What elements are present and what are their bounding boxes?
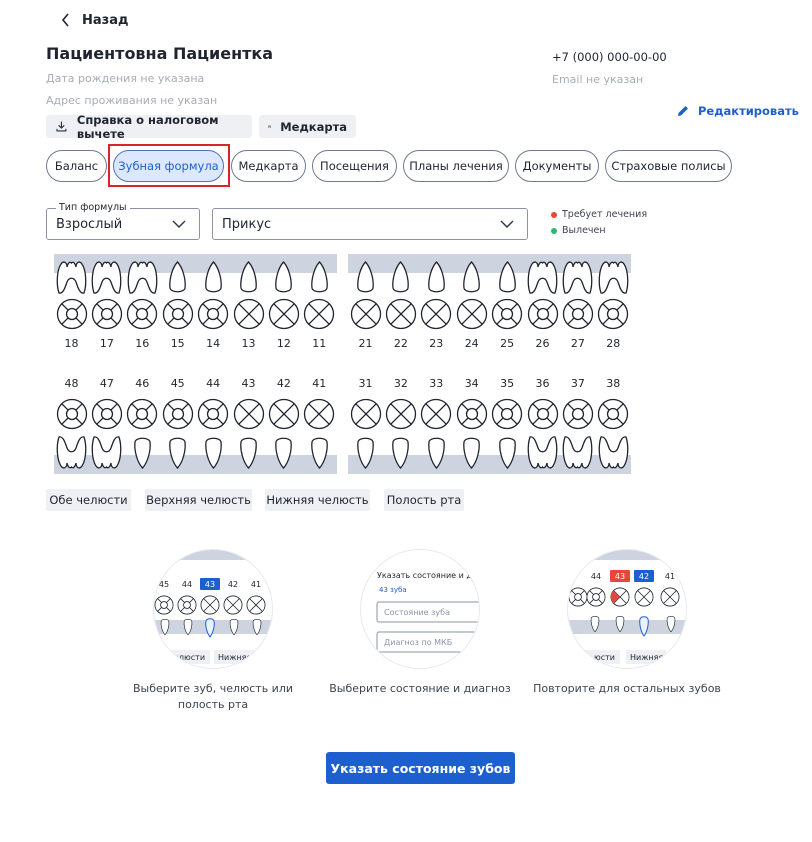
lower-tooth-surface-35[interactable] bbox=[491, 398, 523, 430]
bite-value: Прикус bbox=[222, 216, 272, 232]
chevron-left-icon bbox=[60, 12, 72, 28]
tooth-number: 28 bbox=[606, 337, 621, 350]
upper-tooth-27[interactable] bbox=[560, 258, 595, 296]
lower-tooth-surface-31[interactable] bbox=[350, 398, 382, 430]
tooth-number: 35 bbox=[500, 377, 515, 390]
lower-tooth-41[interactable] bbox=[302, 434, 337, 472]
legend-treated bbox=[551, 225, 606, 236]
lower-tooth-48[interactable] bbox=[54, 434, 89, 472]
lower-tooth-surface-38[interactable] bbox=[597, 398, 629, 430]
printer-icon bbox=[268, 119, 271, 134]
tooth-number: 11 bbox=[312, 337, 327, 350]
upper-tooth-surface-16[interactable] bbox=[126, 298, 158, 330]
legend-label: Вылечен bbox=[562, 225, 606, 236]
tooth-number: 33 bbox=[429, 377, 444, 390]
tooth-number: 27 bbox=[570, 337, 585, 350]
upper-tooth-13[interactable] bbox=[231, 258, 266, 296]
tooth-number: 47 bbox=[99, 377, 114, 390]
tab-visits[interactable] bbox=[312, 150, 397, 182]
pencil-icon bbox=[676, 104, 690, 118]
upper-tooth-surface-26[interactable] bbox=[527, 298, 559, 330]
tooth-number: 12 bbox=[276, 337, 291, 350]
tooth-number: 48 bbox=[64, 377, 79, 390]
set-teeth-state-button[interactable] bbox=[326, 752, 515, 784]
step1-tooth-number-selected: 43 bbox=[204, 580, 216, 589]
lower-tooth-surface-33[interactable] bbox=[420, 398, 452, 430]
step1-tooth-number: 45 bbox=[158, 580, 170, 589]
step1-tooth-number: 44 bbox=[181, 580, 193, 589]
jaw-button-label: Нижняя челюсть bbox=[266, 493, 369, 507]
med-card-print-button[interactable] bbox=[259, 115, 356, 138]
tooth-number: 18 bbox=[64, 337, 79, 350]
upper-tooth-15[interactable] bbox=[160, 258, 195, 296]
tab-label: Медкарта bbox=[238, 159, 299, 173]
upper-tooth-21[interactable] bbox=[348, 258, 383, 296]
step1-tooth-number: 42 bbox=[227, 580, 239, 589]
tooth-number: 42 bbox=[276, 377, 291, 390]
step-2-text: Выберите состояние и диагноз bbox=[329, 682, 511, 695]
tab-label: Баланс bbox=[54, 159, 99, 173]
step2-panel-title: Указать состояние и ди bbox=[377, 571, 478, 580]
download-icon bbox=[55, 119, 68, 134]
set-teeth-state-label: Указать состояние зубов bbox=[330, 760, 511, 776]
step3-tooth-number: 44 bbox=[590, 572, 602, 581]
phone: +7 (000) 000-00-00 bbox=[552, 50, 667, 64]
lower-tooth-surface-37[interactable] bbox=[562, 398, 594, 430]
back-label: Назад bbox=[82, 12, 129, 28]
upper-jaw-button[interactable] bbox=[145, 489, 252, 511]
tooth-number: 25 bbox=[500, 337, 515, 350]
jaw-button-label: Обе челюсти bbox=[49, 493, 128, 507]
upper-tooth-22[interactable] bbox=[383, 258, 418, 296]
lower-tooth-37[interactable] bbox=[560, 434, 595, 472]
upper-tooth-surface-14[interactable] bbox=[197, 298, 229, 330]
lower-tooth-surface-47[interactable] bbox=[91, 398, 123, 430]
lower-tooth-surface-42[interactable] bbox=[268, 398, 300, 430]
step1-jaw-button-label: Нижняя bbox=[218, 653, 252, 662]
step3-tooth-number-selected: 42 bbox=[638, 572, 650, 581]
step1-jaw-button-label: елюсти bbox=[174, 653, 206, 662]
upper-tooth-17[interactable] bbox=[89, 258, 124, 296]
lower-tooth-45[interactable] bbox=[160, 434, 195, 472]
upper-tooth-surface-18[interactable] bbox=[56, 298, 88, 330]
tooth-number: 23 bbox=[429, 337, 444, 350]
oral-cavity-button[interactable] bbox=[384, 489, 464, 511]
lower-tooth-31[interactable] bbox=[348, 434, 383, 472]
tooth-number: 22 bbox=[393, 337, 408, 350]
tab-label: Документы bbox=[522, 159, 592, 173]
lower-tooth-surface-34[interactable] bbox=[456, 398, 488, 430]
tooth-number: 45 bbox=[170, 377, 185, 390]
upper-tooth-surface-13[interactable] bbox=[233, 298, 265, 330]
edit-button[interactable] bbox=[676, 104, 799, 118]
chevron-down-icon bbox=[499, 216, 515, 232]
step3-jaw-button-label: юсти bbox=[594, 653, 615, 662]
upper-tooth-surface-22[interactable] bbox=[385, 298, 417, 330]
address: Адрес проживания не указан bbox=[46, 94, 218, 107]
tooth-number: 36 bbox=[535, 377, 550, 390]
tooth-number: 15 bbox=[170, 337, 185, 350]
tooth-number: 32 bbox=[393, 377, 408, 390]
green-dot-icon bbox=[551, 228, 557, 234]
lower-jaw-button[interactable] bbox=[265, 489, 370, 511]
tax-certificate-label: Справка о налоговом вычете bbox=[76, 112, 219, 141]
tab-dental-formula[interactable] bbox=[113, 150, 224, 182]
step-3-illustration bbox=[567, 549, 687, 669]
tooth-number: 16 bbox=[135, 337, 150, 350]
upper-tooth-12[interactable] bbox=[266, 258, 301, 296]
tooth-number: 34 bbox=[464, 377, 479, 390]
upper-tooth-24[interactable] bbox=[454, 258, 489, 296]
tab-label: Зубная формула bbox=[118, 159, 219, 173]
upper-tooth-surface-11[interactable] bbox=[303, 298, 335, 330]
tab-balance[interactable] bbox=[46, 150, 107, 182]
tab-label: Посещения bbox=[320, 159, 389, 173]
tooth-number: 21 bbox=[358, 337, 373, 350]
lower-tooth-surface-46[interactable] bbox=[126, 398, 158, 430]
step3-tooth-number: 41 bbox=[664, 572, 676, 581]
lower-tooth-surface-32[interactable] bbox=[385, 398, 417, 430]
step1-tooth-number: 41 bbox=[250, 580, 262, 589]
back-link[interactable] bbox=[60, 12, 128, 28]
tab-insurance[interactable] bbox=[605, 150, 732, 182]
tooth-number: 41 bbox=[312, 377, 327, 390]
both-jaws-button[interactable] bbox=[46, 489, 131, 511]
tab-label: Страховые полисы bbox=[611, 159, 726, 173]
step2-tooth-label: 43 зуба bbox=[379, 586, 407, 594]
tooth-number: 31 bbox=[358, 377, 373, 390]
step2-state-field: Состояние зуба bbox=[384, 608, 450, 617]
tab-treatment-plans[interactable] bbox=[403, 150, 509, 182]
lower-tooth-surface-43[interactable] bbox=[233, 398, 265, 430]
tooth-number: 37 bbox=[570, 377, 585, 390]
lower-tooth-35[interactable] bbox=[490, 434, 525, 472]
upper-tooth-23[interactable] bbox=[419, 258, 454, 296]
med-card-label: Медкарта bbox=[280, 119, 347, 134]
lower-tooth-46[interactable] bbox=[125, 434, 160, 472]
tooth-number: 17 bbox=[99, 337, 114, 350]
tooth-number: 26 bbox=[535, 337, 550, 350]
legend-needs-treatment bbox=[551, 209, 647, 220]
upper-tooth-28[interactable] bbox=[596, 258, 631, 296]
lower-tooth-36[interactable] bbox=[525, 434, 560, 472]
upper-tooth-surface-25[interactable] bbox=[491, 298, 523, 330]
legend-label: Требует лечения bbox=[562, 209, 648, 220]
upper-tooth-surface-21[interactable] bbox=[350, 298, 382, 330]
lower-tooth-43[interactable] bbox=[231, 434, 266, 472]
email: Email не указан bbox=[552, 73, 644, 86]
upper-tooth-25[interactable] bbox=[490, 258, 525, 296]
upper-tooth-surface-17[interactable] bbox=[91, 298, 123, 330]
red-dot-icon bbox=[551, 212, 557, 218]
tooth-number: 24 bbox=[464, 337, 479, 350]
upper-tooth-surface-23[interactable] bbox=[420, 298, 452, 330]
tab-label: Планы лечения bbox=[409, 159, 503, 173]
upper-tooth-14[interactable] bbox=[196, 258, 231, 296]
tax-certificate-button[interactable] bbox=[46, 112, 252, 141]
tooth-number: 38 bbox=[606, 377, 621, 390]
lower-tooth-32[interactable] bbox=[383, 434, 418, 472]
upper-tooth-surface-12[interactable] bbox=[268, 298, 300, 330]
upper-tooth-26[interactable] bbox=[525, 258, 560, 296]
upper-tooth-surface-28[interactable] bbox=[597, 298, 629, 330]
tooth-number: 44 bbox=[206, 377, 221, 390]
step-2-illustration bbox=[360, 549, 480, 669]
jaw-button-label: Полость рта bbox=[386, 493, 462, 507]
step-3-text: Повторите для остальных зубов bbox=[533, 682, 721, 695]
lower-tooth-surface-44[interactable] bbox=[197, 398, 229, 430]
lower-tooth-surface-45[interactable] bbox=[162, 398, 194, 430]
step-1-illustration bbox=[153, 549, 273, 669]
lower-tooth-34[interactable] bbox=[454, 434, 489, 472]
step3-tooth-number-alert: 43 bbox=[614, 572, 626, 581]
lower-tooth-surface-41[interactable] bbox=[303, 398, 335, 430]
chevron-down-icon bbox=[171, 216, 187, 232]
step2-diagnosis-field: Диагноз по МКБ bbox=[384, 638, 453, 647]
bite-select[interactable] bbox=[212, 208, 528, 240]
jaw-button-label: Верхняя челюсть bbox=[146, 493, 251, 507]
edit-label: Редактировать bbox=[698, 104, 799, 118]
lower-tooth-surface-36[interactable] bbox=[527, 398, 559, 430]
tooth-number: 13 bbox=[241, 337, 256, 350]
upper-tooth-surface-15[interactable] bbox=[162, 298, 194, 330]
step3-jaw-button-label: Нижняя bbox=[630, 653, 664, 662]
tab-documents[interactable] bbox=[515, 150, 599, 182]
lower-tooth-42[interactable] bbox=[266, 434, 301, 472]
lower-tooth-44[interactable] bbox=[196, 434, 231, 472]
tooth-number: 43 bbox=[241, 377, 256, 390]
lower-tooth-33[interactable] bbox=[419, 434, 454, 472]
patient-name: Пациентовна Пациентка bbox=[46, 44, 274, 63]
birth-date: Дата рождения не указана bbox=[46, 72, 205, 85]
upper-tooth-11[interactable] bbox=[302, 258, 337, 296]
tooth-number: 14 bbox=[206, 337, 221, 350]
formula-type-value: Взрослый bbox=[56, 216, 123, 232]
step-1-text: Выберите зуб, челюсть или полость рта bbox=[132, 682, 294, 711]
upper-tooth-surface-24[interactable] bbox=[456, 298, 488, 330]
tab-med-card[interactable] bbox=[231, 150, 306, 182]
lower-tooth-47[interactable] bbox=[89, 434, 124, 472]
lower-tooth-surface-48[interactable] bbox=[56, 398, 88, 430]
upper-tooth-16[interactable] bbox=[125, 258, 160, 296]
lower-tooth-38[interactable] bbox=[596, 434, 631, 472]
formula-type-label: Тип формулы bbox=[56, 202, 130, 213]
tooth-number: 46 bbox=[135, 377, 150, 390]
upper-tooth-18[interactable] bbox=[54, 258, 89, 296]
upper-tooth-surface-27[interactable] bbox=[562, 298, 594, 330]
